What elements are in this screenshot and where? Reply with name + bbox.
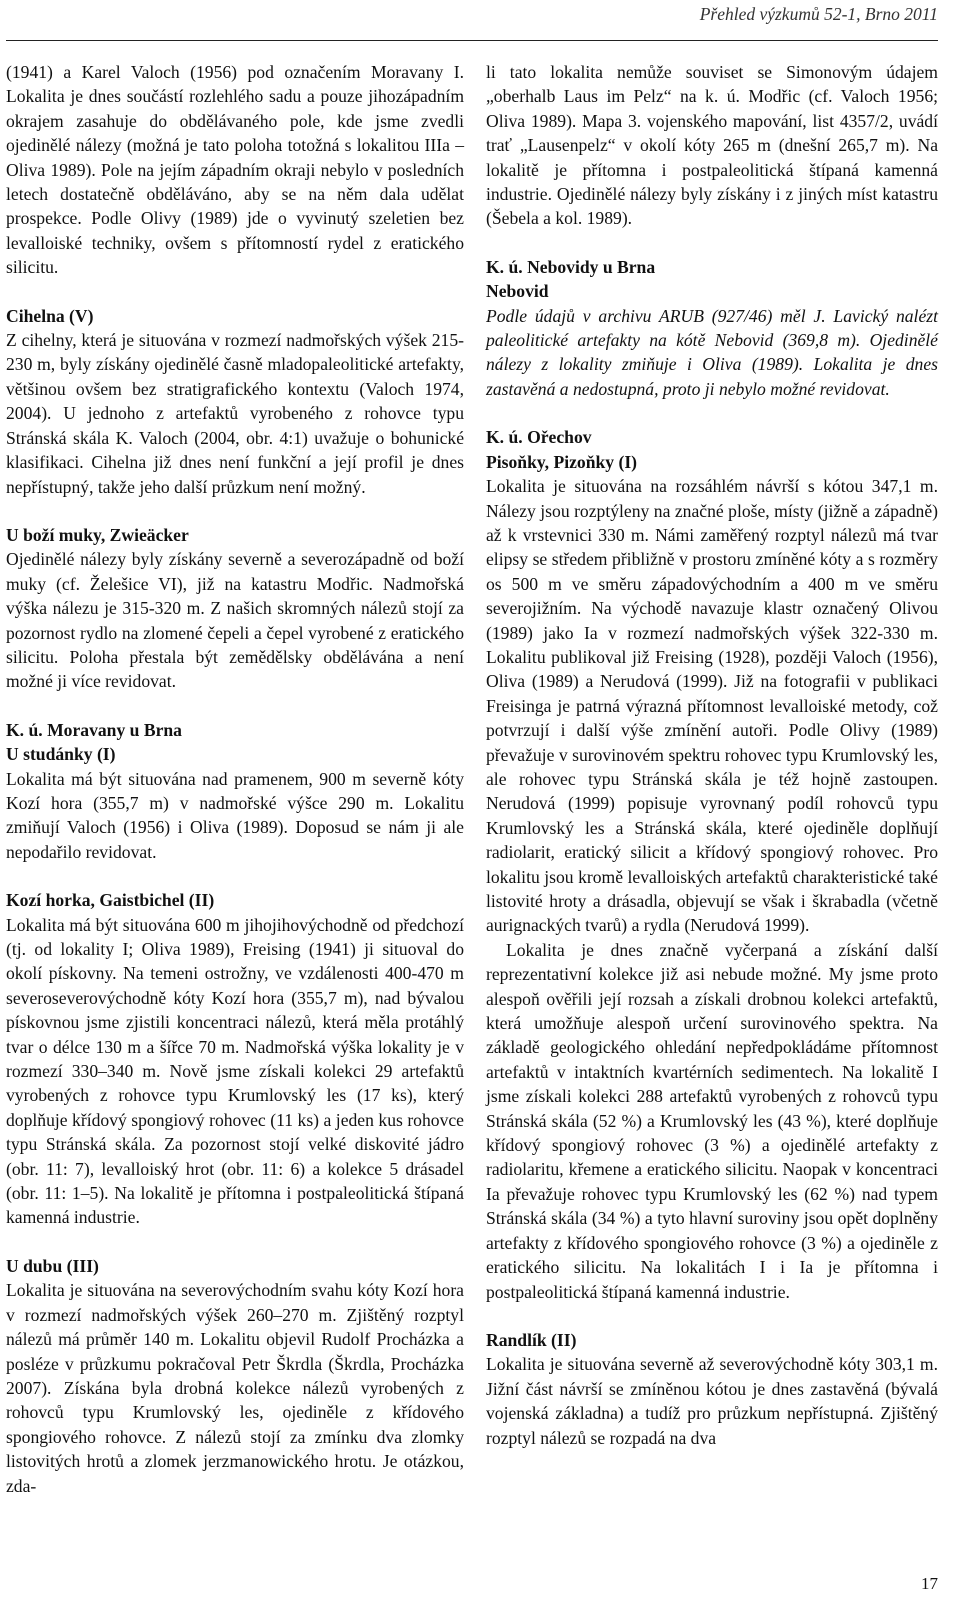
paragraph-pisonky-2: Lokalita je dnes značně vyčerpaná a získání další reprezentativní kolekce již asi nebude možné. My jsme proto alespoň ověřili její rozsah a získali drobnou kolekci artefaktů, která umožňuje alespoň určení surovinového spektra. Na základě geologického ohledání nepředpokládáme přítomnost artefaktů v intaktních kvartérních sedimentech. Na lokalitě I jsme získali kolekci 288 artefaktů vyrobených z rohovců typu Stránská skála (52 %) a Krumlovský les (43 %), které doplňuje křídový spongiový rohovec (3 %) a ojedinělé artefakty z radiolaritu, křemene a eratického silicitu. Naopak v koncentraci Ia převažuje rohovec typu Krumlovský les (62 %) nad typem Stránská skála (34 %) a tyto hlavní suroviny jsou opět doplněny artefakty z křídového spongiového rohovce (3 %) a ojediněle z eratického silicitu. Na lokalitách I i Ia je přítomna i postpaleolitická štípaná kamenná industrie. xyxy=(486,939,938,1302)
paragraph-u-dubu: Lokalita je situována na severovýchodním svahu kóty Kozí hora v rozmezí nadmořských výšek 260–270 m. Zjištěný rozptyl nálezů má průměr 140 m. Lokalitu objevil Rudolf Procházka a posléze v průzkumu pokračoval Petr Škrdla (Škrdla, Procházka 2007). Získána byla drobná kolekce nálezů vyrobených z rohovců typu Krumlovský les, ojediněle z křídového spongiového rohovce. Z nálezů stojí za zmínku dva zlomky listovitých hrotů a zlomek jerzmanowického hrotu. Je otázkou, zda- xyxy=(6,1280,464,1496)
paragraph-intro: (1941) a Karel Valoch (1956) pod označením Moravany I. Lokalita je dnes součástí rozlehlého sadu a pouze jihozápadním okrajem zasahuje do obdělávaného pole, kde jsme zvedli ojedinělé nálezy (možná je tato poloha totožná s lokalitou IIIa – Oliva 1989). Pole na jejím západním okraji nebylo v posledních letech dostatečně obděláváno, aby se na něm dala udělat prospekce. Podle Olivy (1989) jde o vyvinutý szeletien bez levalloiské techniky, ovšem s přítomností rydel z eratického silicitu. xyxy=(6,62,464,278)
heading-u-dubu: U dubu (III) xyxy=(6,1255,99,1276)
paragraph-pisonky-1: Lokalita je situována na rozsáhlém návrší s kótou 347,1 m. Nálezy jsou rozptýleny na značné ploše, místy (jižně a západně) až k vrstevnici 330 m. Námi zaměřený rozptyl nálezů má tvar elipsy se středem přibližně v prostoru zmíněné kóty a s rozměry os 500 m ve směru západovýchodním a 400 m ve směru severojižním. Na východě navazuje klastr označený Olivou (1989) jako Ia v rozmezí nadmořských výšek 322-330 m. Lokalitu publikoval již Freising (1928), později Valoch (1956), Oliva (1989) a Nerudová (1999). Již na fotografii v publikaci Freisinga je patrná výrazná přítomnost levalloiské metody, což potvrzují i další výše zmínění autoři. Podle Olivy (1989) převažuje v surovinovém spektru rohovec typu Krumlovský les, ale rohovec typu Stránská skála je též hojně zastoupen. Nerudová (1999) popisuje vyrovnaný podíl rohovců typu Krumlovský les a Stránská skála, které ojediněle doplňují radiolarit, eratický silicit a křídový spongiový rohovec. Pro lokalitu jsou kromě levalloiských artefaktů charakteristické také listovité hroty a drásadla, objevují se však i škrabadla (včetně aurignackých tvarů) a rydla (Nerudová 1999). xyxy=(486,476,938,936)
paragraph-bozi-muky: Ojedinělé nálezy byly získány severně a severozápadně od boží muky (cf. Želešice VI), již na katastru Modřic. Nadmořská výška nálezu je 315-320 m. Z našich skromných nálezů stojí za pozornost rydlo na zlomené čepeli a čepel vyrobené z eratického silicitu. Poloha přestala být zemědělsky obdělávána a není možné ji více revidovat. xyxy=(6,549,464,692)
left-column xyxy=(6,60,464,1498)
heading-pisonky: Pisoňky, Pizoňky (I) xyxy=(486,451,638,472)
paragraph-u-studanky: Lokalita má být situována nad pramenem, 900 m severně kóty Kozí hora (355,7 m) v nadmořské výšce 290 m. Lokalitu zmiňují Valoch (1956) i Oliva (1989). Doposud se nám ji ale nepodařilo revidovat. xyxy=(6,768,464,862)
paragraph-randlik: Lokalita je situována severně až severovýchodně kóty 303,1 m. Jižní část návrší se zmíněnou kótou je dnes zastavěná (bývalá vojenská základna) a tudíž pro průzkum nepřístupná. Zjištěný rozptyl nálezů se rozpadá na dva xyxy=(486,1354,938,1448)
paragraph-cihelna: Z cihelny, která je situována v rozmezí nadmořských výšek 215-230 m, byly získány ojedinělé časně mladopaleolitické artefakty, většinou ovšem bez stratigrafického kontextu (Valoch 1974, 2004). U jednoho z artefaktů vyrobeného z rohovce typu Stránská skála K. Valoch (2004, obr. 4:1) uvažuje o bohunické klasifikaci. Cihelna již dnes není funkční a její profil je dnes nepřístupný, takže jeho další průzkum není možný. xyxy=(6,330,464,497)
heading-ku-orechov: K. ú. Ořechov xyxy=(486,427,592,448)
heading-nebovid: Nebovid xyxy=(486,281,549,302)
heading-randlik: Randlík (II) xyxy=(486,1329,577,1350)
paragraph-continued: li tato lokalita nemůže souviset se Simonovým údajem „oberhalb Laus im Pelz“ na k. ú. Modřic (cf. Valoch 1956; Oliva 1989). Mapa 3. vojenského mapování, list 4357/2, uvádí trať „Lausenpelz“ v okolí kóty 265 m (dnešní 265,7 m). Na lokalitě je přítomna i postpaleolitická štípaná kamenná industrie. Ojedinělé nálezy byly získány i z jiných míst katastru (Šebela a kol. 1989). xyxy=(486,62,938,229)
heading-kozi-horka: Kozí horka, Gaistbichel (II) xyxy=(6,890,215,911)
heading-bozi-muky: U boží muky, Zwieäcker xyxy=(6,524,189,545)
page-number: 17 xyxy=(921,1574,938,1593)
right-column xyxy=(486,60,938,1450)
heading-ku-nebovidy: K. ú. Nebovidy u Brna xyxy=(486,256,656,277)
running-head: Přehled výzkumů 52-1, Brno 2011 xyxy=(699,4,938,24)
heading-u-studanky: U studánky (I) xyxy=(6,744,116,765)
heading-ku-moravany: K. ú. Moravany u Brna xyxy=(6,719,182,740)
header-rule xyxy=(6,40,938,41)
paragraph-nebovid: Podle údajů v archivu ARUB (927/46) měl J. Lavický nalézt paleolitické artefakty na kótě Nebovid (369,8 m). Ojedinělé nálezy z lokality zmiňuje i Oliva (1989). Lokalita je dnes zastavěná a nedostupná, proto ji nebylo možné revidovat. xyxy=(486,305,938,399)
heading-cihelna: Cihelna (V) xyxy=(6,305,94,326)
paragraph-kozi-horka: Lokalita má být situována 600 m jihojihovýchodně od předchozí (tj. od lokality I; Oliva 1989), Freising (1941) ji situoval do okolí pískovny. Na temeni ostrožny, ve vzdálenosti 400-470 m severoseverovýchodně kóty Kozí hora (355,7 m), nad bývalou pískovnou jsme zjistili koncentraci nálezů, která měla protáhlý tvar o délce 130 m a šířce 70 m. Nadmořská výška lokality je v rozmezí 330–340 m. Nově jsme získali kolekci 29 artefaktů vyrobených z rohovce typu Krumlovský les (17 ks), který doplňuje křídový spongiový rohovec (11 ks) a jeden kus rohovce typu Stránská skála. Za pozornost stojí velké diskovité jádro (obr. 11: 7), levalloiský hrot (obr. 11: 6) a kolekce 5 drásadel (obr. 11: 1–5). Na lokalitě je přítomna i postpaleolitická štípaná kamenná industrie. xyxy=(6,914,464,1228)
